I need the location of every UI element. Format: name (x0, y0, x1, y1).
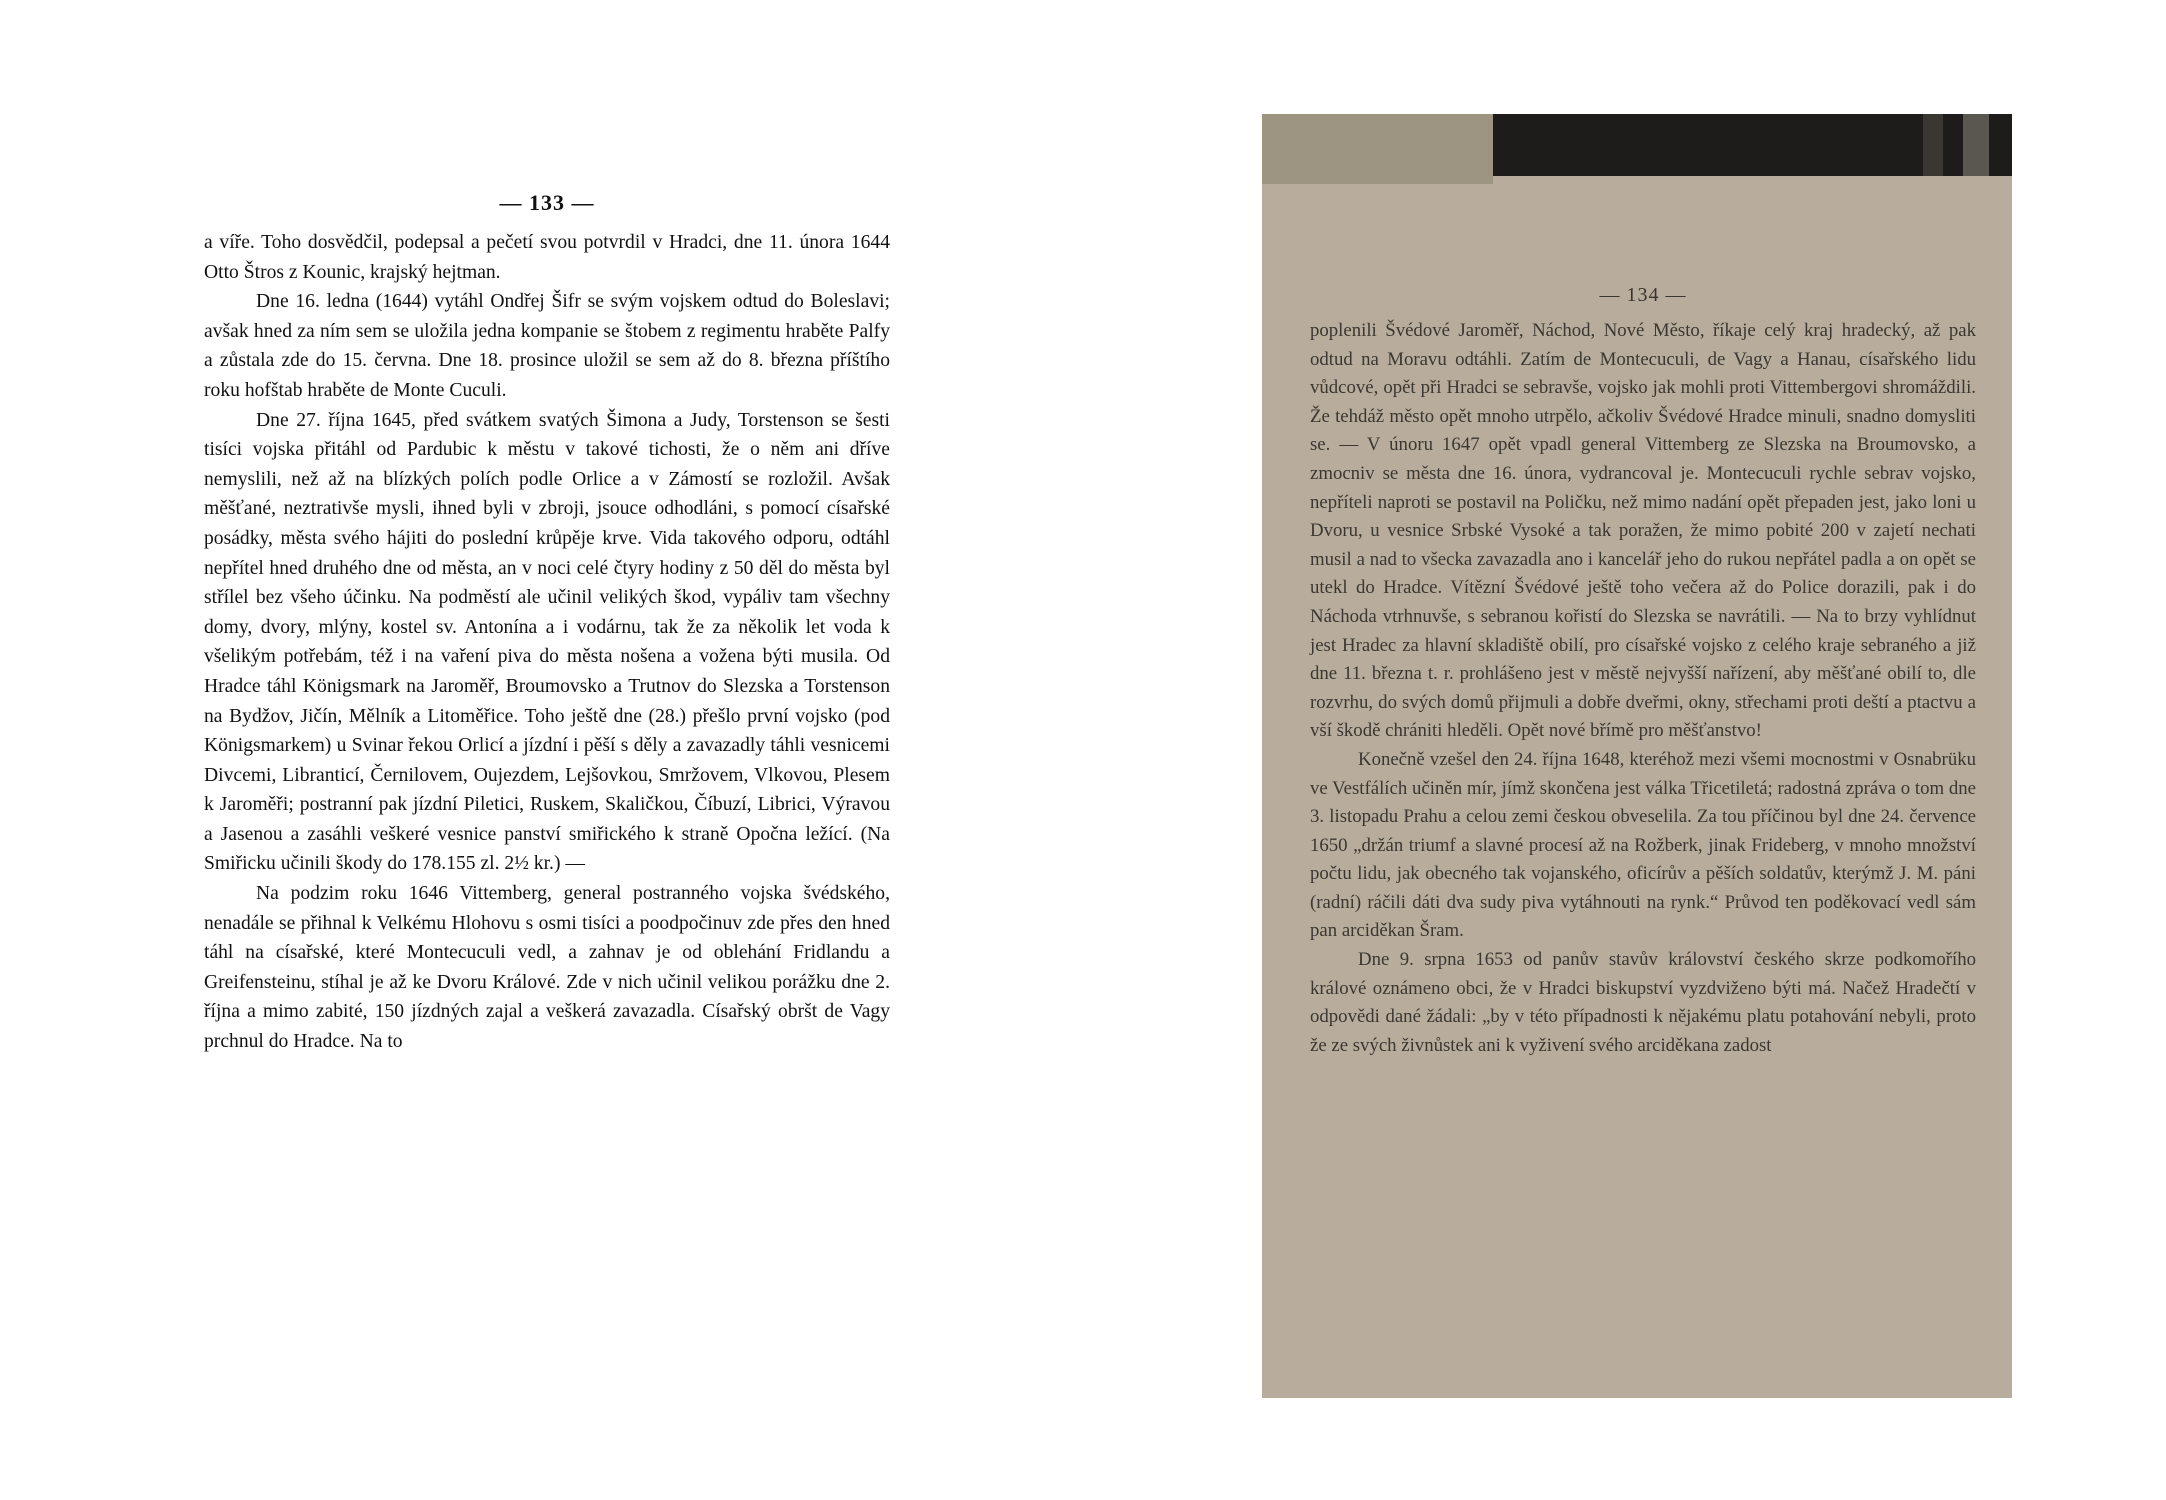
page-text (204, 228, 890, 1057)
page-number: — 134 — (1599, 284, 1687, 306)
scanned-page (1262, 114, 2012, 1398)
paragraph: Dne 16. ledna (1644) vytáhl Ondřej Šifr se svým vojskem odtud do Boleslavi; avšak hned za ním sem se uložila jedna kompanie se štobem z regimentu hraběte Palfy a zůstala zde do 15. června. Dne 18. prosince uložil se sem až do 8. března příštího roku hofštab hraběte de Monte Cuculi. (204, 291, 890, 401)
paragraph: Dne 9. srpna 1653 od panův stavův království českého skrze podkomořího králové oznámeno obci, že v Hradci biskupství vyzdviženo býti má. Načež Hradečtí v odpovědi dané žádali: „by v této případnosti k nějakému platu potahování nebyli, proto že ze svých živnůstek ani k vyživení svého arciděkana zadost (1310, 949, 1976, 1056)
page-number: — 133 — (499, 190, 595, 215)
scan-margin (1262, 114, 1493, 184)
paragraph: Konečně vzešel den 24. října 1648, kteréhož mezi všemi mocnostmi v Osnabrüku ve Vestfálích učiněn mír, jímž skončena jest válka Třicetiletá; radostná zpráva o tom dne 3. listopadu Prahu a celou zemi českou obveselila. Za tou příčinou byl dne 24. července 1650 „držán triumf a slavné procesí až na Rožberk, jinak Frideberg, v mnoho množství počtu lidu, jak obecného tak vojanského, oficírův a pěších soldatův, kterýmž J. M. páni (radní) ráčili dáti dva sudy piva vytáhnouti na rynk.“ Průvod ten poděkovací vedl sám pan arciděkan Šram. (1310, 748, 1976, 942)
page-text (1310, 317, 1976, 1060)
right-page (1310, 284, 1976, 1060)
left-page (204, 190, 890, 1057)
paragraph: Na podzim roku 1646 Vittemberg, general postranného vojska švédského, nenadále se přihnal k Velkému Hlohovu s osmi tisíci a poodpočinuv zde přes den hned táhl na císařské, které Montecuculi vedl, a zahnav je od oblehání Fridlandu a Greifensteinu, stíhal je až ke Dvoru Králové. Zde v nich učinil velikou porážku dne 2. října a mimo zabité, 150 jízdných zajal a veškerá zavazadla. Císařský obršt de Vagy prchnul do Hradce. Na to (204, 883, 890, 1053)
paragraph: a víře. Toho dosvědčil, podepsal a pečetí svou potvrdil v Hradci, dne 11. února 1644 Otto Štros z Kounic, krajský hejtman. (204, 232, 890, 283)
paragraph: Dne 27. října 1645, před svátkem svatých Šimona a Judy, Torstenson se šesti tisíci vojska přitáhl od Pardubic k městu v takové tichosti, že o něm ani dříve nemyslili, než až na blízkých polích podle Orlice a v Zámostí se rozložil. Avšak měšťané, neztrativše mysli, ihned byli v zbroji, jsouce odhodláni, s pomocí císařské posádky, města svého hájiti do poslední krůpěje krve. Vida takového odporu, odtáhl nepřítel hned druhého dne od města, an v noci celé čtyry hodiny z 50 děl do města byl střílel bez všeho účinku. Na podměstí ale učinil velikých škod, vypáliv tam všechny domy, dvory, mlýny, kostel sv. Antonína a i vodárnu, tak že za několik let voda k všelikým potřebám, též i na vaření piva do města nošena a vožena býti musila. Od Hradce táhl Königsmark na Jaroměř, Broumovsko a Trutnov do Slezska a Torstenson na Bydžov, Jičín, Mělník a Litoměřice. Toho ještě dne (28.) přešlo první vojsko (pod Königsmarkem) u Svinar řekou Orlicí a jízdní i pěší s děly a zavazadly táhli vesnicemi Divcemi, Libranticí, Černilovem, Oujezdem, Lejšovkou, Smržovem, Vlkovou, Plesem k Jaroměři; postranní pak jízdní Piletici, Ruskem, Skaličkou, Číbuzí, Librici, Výravou a Jasenou a zasáhli veškeré vesnice panství smiřického k straně Opočna ležící. (Na Smiřicku učinili škody do 178.155 zl. 2½ kr.) — (204, 409, 890, 875)
paragraph: poplenili Švédové Jaroměř, Náchod, Nové Město, říkaje celý kraj hradecký, až pak odtud na Moravu odtáhli. Zatím de Montecuculi, de Vagy a Hanau, císařského lidu vůdcové, opět při Hradci se sebravše, vojsko jak mohli proti Vittembergovi shromáždili. Že tehdáž město opět mnoho utrpělo, ačkoliv Švédové Hradce minuli, snadno domysliti se. — V únoru 1647 opět vpadl general Vittemberg ze Slezska na Broumovsko, a zmocniv se města dne 16. února, vydrancoval je. Montecuculi rychle sebrav vojsko, nepříteli naproti se postavil na Poličku, než mimo nadání opět přepaden jest, jako loni u Dvoru, u vesnice Srbské Vysoké a tak poražen, že mimo pobité 200 v zajetí nechati musil a nad to všecka zavazadla ano i kancelář jeho do rukou nepřátel padla a on opět se utekl do Hradce. Vítězní Švédové ještě toho večera až do Police dorazili, pak i do Náchoda vtrhnuvše, s sebranou kořistí do Slezska se navrátili. — Na to brzy vyhlídnut jest Hradec za hlavní skladiště obilí, pro císařské vojsko z celého kraje sebraného a již dne 11. března t. r. prohlášeno jest v městě nejvyšší nařízení, aby měšťané obilí to, dle rozvrhu, do svých domů přijmuli a dobře dveřmi, okny, střechami proti deští a ptactvu a vší škodě chrániti hleděli. Opět nové břímě pro měšťanstvo! (1310, 320, 1976, 742)
scan-dark-edge (1493, 114, 2012, 176)
